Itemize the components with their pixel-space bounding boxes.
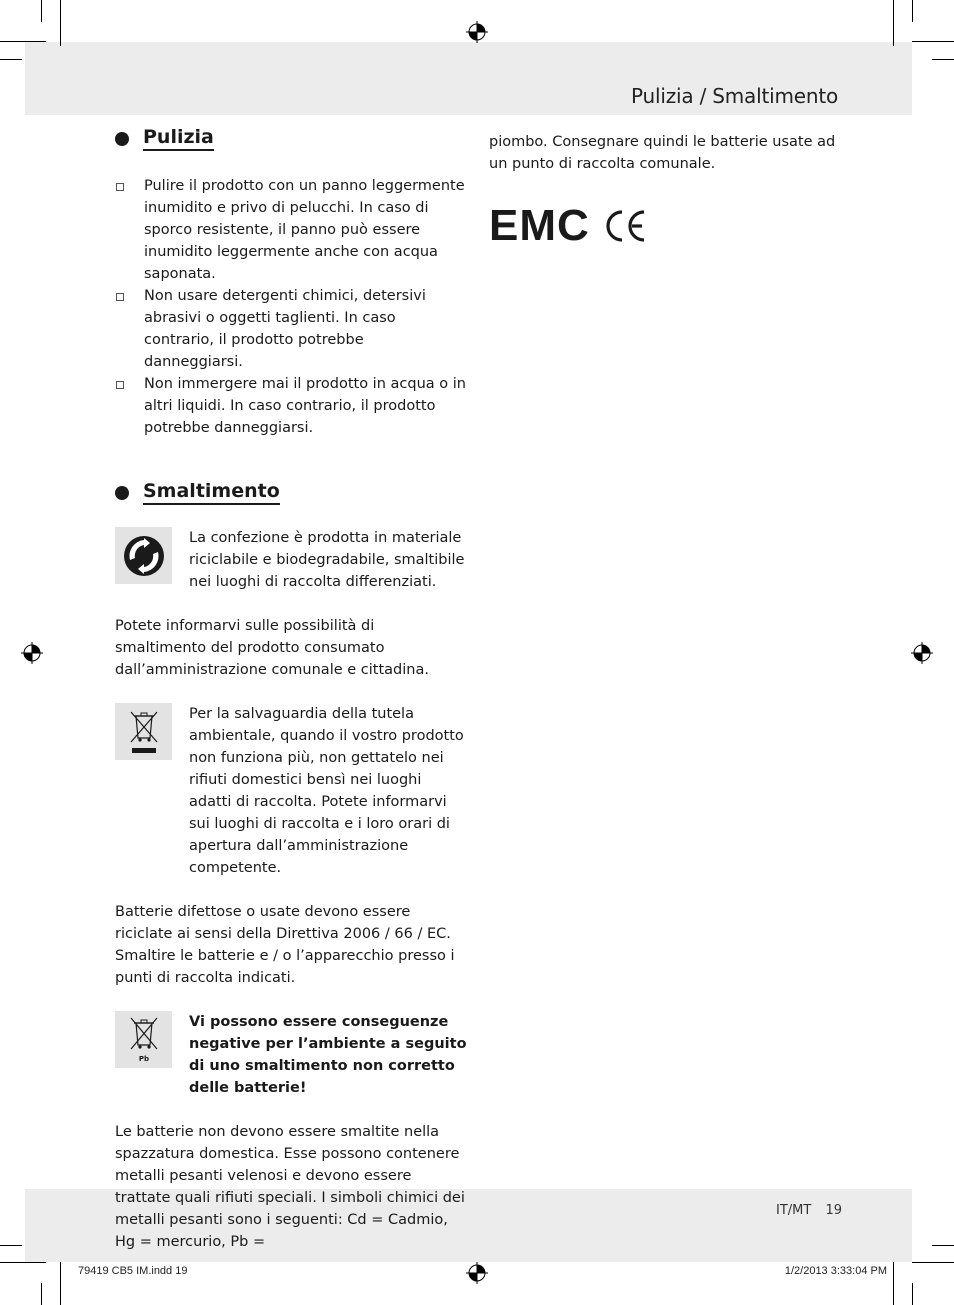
page-number: IT/MT 19	[776, 1203, 842, 1218]
crossed-bin-icon	[115, 703, 172, 760]
crossed-battery-bin-icon	[115, 1011, 172, 1068]
registration-mark-icon	[466, 1262, 488, 1284]
bullet-dot-icon	[115, 132, 129, 146]
bullet-dot-icon	[115, 486, 129, 500]
recycling-green-dot-icon	[115, 527, 172, 584]
crop-mark	[912, 0, 913, 22]
crop-mark	[893, 1262, 894, 1305]
emc-mark: EMC	[489, 201, 590, 250]
checkbox-bullet-icon	[116, 183, 124, 191]
weee-text: Per la salvaguardia della tutela ambientale, quando il vostro prodotto non funziona più, non gettatelo nei rifiuti domestici bensì nei luoghi adatti di raccolta. Potete informarvi sui luoghi di raccolta e i loro orari di apertura dall’amministrazione competente.	[189, 706, 464, 876]
left-column	[115, 126, 467, 1253]
battery-warning-text: Vi possono essere conseguenze negative per l’ambiente a seguito di uno smaltimento non corretto delle batterie!	[189, 1014, 467, 1096]
crop-mark	[0, 1245, 22, 1246]
certification-marks	[489, 201, 849, 251]
crop-mark	[41, 0, 42, 22]
registration-mark-icon	[21, 642, 43, 664]
print-slug-file: 79419 CB5 IM.indd 19	[78, 1265, 188, 1277]
battery-disposal-continued-text: piombo. Consegnare quindi le batterie usate ad un punto di raccolta comunale.	[489, 134, 836, 172]
list-item: Non usare detergenti chimici, detersivi abrasivi o oggetti taglienti. In caso contrario, il prodotto potrebbe danneggiarsi.	[115, 285, 467, 373]
checkbox-bullet-icon	[116, 381, 124, 389]
crop-mark	[912, 1262, 954, 1263]
section-heading-pulizia: Pulizia	[115, 126, 467, 151]
crop-mark	[912, 1283, 913, 1305]
section-heading-smaltimento: Smaltimento	[115, 480, 467, 505]
crop-mark	[932, 1245, 954, 1246]
crop-mark	[0, 59, 22, 60]
crop-mark	[0, 41, 46, 42]
disposal-info-text: Potete informarvi sulle possibilità di smaltimento del prodotto consumato dall’amministrazione comunale e cittadina.	[115, 618, 429, 678]
registration-mark-icon	[466, 21, 488, 43]
right-column	[489, 131, 849, 251]
cleaning-instructions-list	[115, 175, 467, 439]
list-item: Non immergere mai il prodotto in acqua o in altri liquidi. In caso contrario, il prodotto potrebbe danneggiarsi.	[115, 373, 467, 439]
weee-info	[115, 703, 467, 879]
ce-mark-icon	[604, 208, 648, 244]
crop-mark	[41, 1283, 42, 1305]
crop-mark	[60, 0, 61, 46]
crop-mark	[932, 59, 954, 60]
crop-mark	[893, 0, 894, 46]
checkbox-bullet-icon	[116, 293, 124, 301]
battery-icon-label: Pb	[138, 1054, 149, 1063]
packaging-text: La confezione è prodotta in materiale riciclabile e biodegradabile, smaltibile nei luoghi di raccolta differenziati.	[189, 530, 465, 590]
packaging-info	[115, 527, 467, 593]
battery-disposal-text: Le batterie non devono essere smaltite nella spazzatura domestica. Esse possono contenere metalli pesanti velenosi e devono essere trattate quali rifiuti speciali. I simboli chimici dei metalli pesanti sono i seguenti: Cd = Cadmio, Hg = mercurio, Pb =	[115, 1124, 465, 1250]
crop-mark	[912, 41, 954, 42]
registration-mark-icon	[911, 642, 933, 664]
page-header-title: Pulizia / Smaltimento	[631, 84, 838, 108]
list-item: Pulire il prodotto con un panno leggermente inumidito e privo di pelucchi. In caso di sporco resistente, il panno può essere inumidito leggermente anche con acqua saponata.	[115, 175, 467, 285]
battery-text: Batterie difettose o usate devono essere riciclate ai sensi della Direttiva 2006 / 66 / EC. Smaltire le batterie e / o l’apparecchio presso i punti di raccolta indicati.	[115, 904, 455, 986]
crop-mark	[60, 1262, 61, 1305]
print-slug-timestamp: 1/2/2013 3:33:04 PM	[784, 1265, 887, 1277]
battery-warning	[115, 1011, 467, 1099]
crop-mark	[0, 1262, 46, 1263]
